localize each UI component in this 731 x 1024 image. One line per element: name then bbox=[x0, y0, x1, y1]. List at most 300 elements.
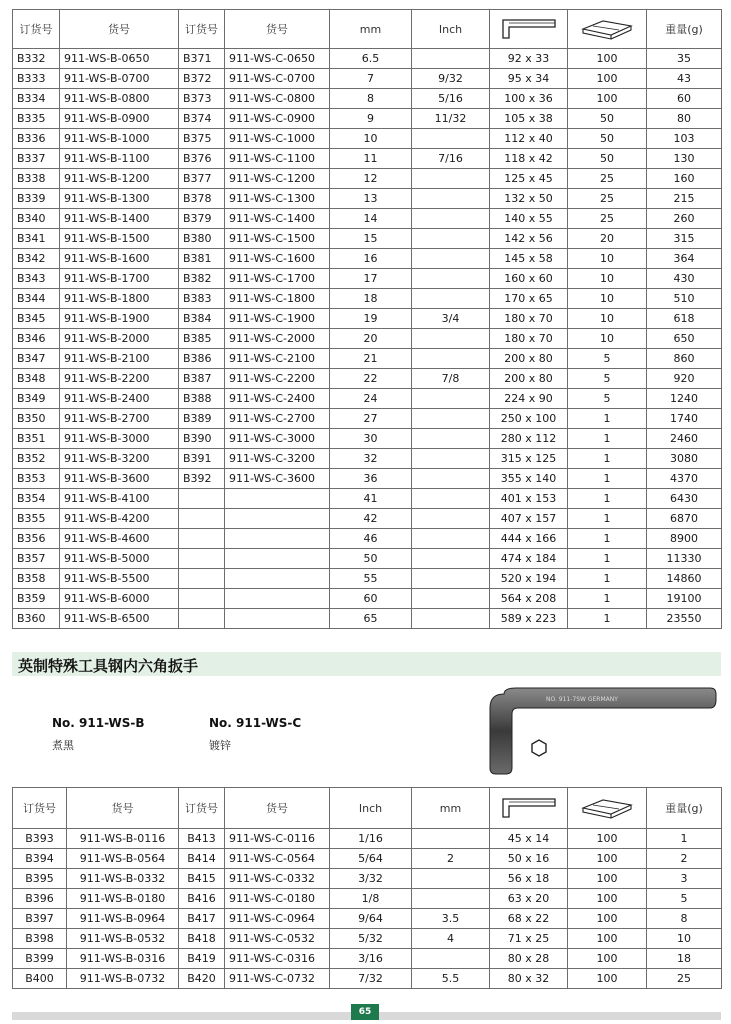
cell-weight: 430 bbox=[647, 269, 722, 289]
cell-item-no: 911-WS-C-0732 bbox=[225, 969, 330, 989]
cell-inch bbox=[412, 269, 490, 289]
cell-mm: 2 bbox=[412, 849, 490, 869]
cell-item-no: 911-WS-C-0964 bbox=[225, 909, 330, 929]
cell-order-no: B343 bbox=[13, 269, 60, 289]
table-row bbox=[13, 569, 722, 589]
cell-order-no: B380 bbox=[179, 229, 225, 249]
cell-item-no bbox=[225, 509, 330, 529]
cell-order-no: B342 bbox=[13, 249, 60, 269]
table-row bbox=[13, 509, 722, 529]
cell-size: 132 x 50 bbox=[490, 189, 568, 209]
model-b-label: No. 911-WS-B bbox=[52, 716, 145, 730]
cell-weight: 14860 bbox=[647, 569, 722, 589]
table-row bbox=[13, 349, 722, 369]
cell-pack: 50 bbox=[568, 109, 647, 129]
cell-weight: 618 bbox=[647, 309, 722, 329]
page-number: 65 bbox=[351, 1004, 379, 1020]
cell-order-no: B398 bbox=[13, 929, 67, 949]
cell-mm: 19 bbox=[330, 309, 412, 329]
cell-pack: 5 bbox=[568, 369, 647, 389]
cell-order-no: B379 bbox=[179, 209, 225, 229]
table-row bbox=[13, 829, 722, 849]
cell-pack: 5 bbox=[568, 389, 647, 409]
cell-mm bbox=[412, 829, 490, 849]
cell-item-no: 911-WS-C-1400 bbox=[225, 209, 330, 229]
cell-item-no: 911-WS-B-0900 bbox=[60, 109, 179, 129]
cell-order-no: B334 bbox=[13, 89, 60, 109]
table-row bbox=[13, 89, 722, 109]
cell-order-no: B351 bbox=[13, 429, 60, 449]
cell-item-no: 911-WS-C-0900 bbox=[225, 109, 330, 129]
cell-mm: 17 bbox=[330, 269, 412, 289]
cell-order-no bbox=[179, 609, 225, 629]
cell-order-no: B373 bbox=[179, 89, 225, 109]
cell-item-no: 911-WS-B-0332 bbox=[67, 869, 179, 889]
cell-mm: 55 bbox=[330, 569, 412, 589]
cell-weight: 18 bbox=[647, 949, 722, 969]
cell-item-no: 911-WS-B-0964 bbox=[67, 909, 179, 929]
cell-item-no: 911-WS-B-2200 bbox=[60, 369, 179, 389]
cell-order-no: B336 bbox=[13, 129, 60, 149]
hex-key-size-icon bbox=[497, 17, 561, 41]
table-row bbox=[13, 589, 722, 609]
col-size bbox=[490, 788, 568, 829]
product-engraving: NO. 911-7SW GERMANY bbox=[546, 696, 618, 703]
cell-pack: 10 bbox=[568, 249, 647, 269]
cell-order-no: B372 bbox=[179, 69, 225, 89]
cell-order-no: B359 bbox=[13, 589, 60, 609]
cell-item-no: 911-WS-B-5500 bbox=[60, 569, 179, 589]
cell-item-no: 911-WS-B-4100 bbox=[60, 489, 179, 509]
cell-item-no: 911-WS-B-1600 bbox=[60, 249, 179, 269]
cell-size: 100 x 36 bbox=[490, 89, 568, 109]
cell-inch: 7/16 bbox=[412, 149, 490, 169]
cell-order-no: B339 bbox=[13, 189, 60, 209]
cell-pack: 1 bbox=[568, 509, 647, 529]
cell-inch bbox=[412, 449, 490, 469]
cell-item-no: 911-WS-C-1900 bbox=[225, 309, 330, 329]
cell-size: 80 x 32 bbox=[490, 969, 568, 989]
col-size bbox=[490, 10, 568, 49]
cell-size: 180 x 70 bbox=[490, 309, 568, 329]
cell-order-no: B383 bbox=[179, 289, 225, 309]
cell-item-no bbox=[225, 549, 330, 569]
cell-order-no: B415 bbox=[179, 869, 225, 889]
cell-inch bbox=[412, 229, 490, 249]
cell-weight: 1240 bbox=[647, 389, 722, 409]
table-header-row bbox=[13, 10, 722, 49]
cell-order-no: B377 bbox=[179, 169, 225, 189]
cell-inch bbox=[412, 209, 490, 229]
cell-item-no: 911-WS-C-1100 bbox=[225, 149, 330, 169]
cell-mm: 41 bbox=[330, 489, 412, 509]
cell-order-no: B349 bbox=[13, 389, 60, 409]
cell-item-no: 911-WS-B-0532 bbox=[67, 929, 179, 949]
cell-order-no: B382 bbox=[179, 269, 225, 289]
col-order-no: 订货号 bbox=[13, 10, 60, 49]
table-row bbox=[13, 289, 722, 309]
cell-item-no: 911-WS-B-5000 bbox=[60, 549, 179, 569]
table-row bbox=[13, 429, 722, 449]
col-pack bbox=[568, 10, 647, 49]
table-row bbox=[13, 309, 722, 329]
cell-item-no: 911-WS-C-3200 bbox=[225, 449, 330, 469]
section-title: 英制特殊工具钢内六角扳手 bbox=[18, 657, 199, 675]
cell-item-no: 911-WS-B-0732 bbox=[67, 969, 179, 989]
cell-item-no: 911-WS-C-1200 bbox=[225, 169, 330, 189]
cell-item-no bbox=[225, 609, 330, 629]
cell-size: 444 x 166 bbox=[490, 529, 568, 549]
cell-order-no: B358 bbox=[13, 569, 60, 589]
cell-pack: 1 bbox=[568, 589, 647, 609]
cell-item-no: 911-WS-C-0700 bbox=[225, 69, 330, 89]
cell-mm: 10 bbox=[330, 129, 412, 149]
cell-item-no: 911-WS-B-1500 bbox=[60, 229, 179, 249]
package-box-icon bbox=[579, 796, 635, 820]
model-c-label: No. 911-WS-C bbox=[209, 716, 302, 730]
cell-pack: 50 bbox=[568, 129, 647, 149]
hex-key-product-image bbox=[486, 682, 718, 778]
table-row bbox=[13, 929, 722, 949]
cell-mm: 65 bbox=[330, 609, 412, 629]
cell-pack: 10 bbox=[568, 329, 647, 349]
cell-inch bbox=[412, 549, 490, 569]
cell-pack: 1 bbox=[568, 549, 647, 569]
cell-weight: 5 bbox=[647, 889, 722, 909]
cell-item-no: 911-WS-C-1600 bbox=[225, 249, 330, 269]
table-row bbox=[13, 449, 722, 469]
cell-pack: 100 bbox=[568, 849, 647, 869]
cell-item-no: 911-WS-C-2400 bbox=[225, 389, 330, 409]
cell-order-no: B374 bbox=[179, 109, 225, 129]
cell-item-no bbox=[225, 489, 330, 509]
table-row bbox=[13, 369, 722, 389]
cell-size: 180 x 70 bbox=[490, 329, 568, 349]
cell-mm: 18 bbox=[330, 289, 412, 309]
cell-mm: 11 bbox=[330, 149, 412, 169]
cell-weight: 2460 bbox=[647, 429, 722, 449]
cell-mm: 27 bbox=[330, 409, 412, 429]
col-weight: 重量(g) bbox=[647, 788, 722, 829]
cell-item-no: 911-WS-B-0700 bbox=[60, 69, 179, 89]
cell-item-no bbox=[225, 589, 330, 609]
table-row bbox=[13, 269, 722, 289]
cell-item-no: 911-WS-B-1900 bbox=[60, 309, 179, 329]
table-row bbox=[13, 489, 722, 509]
section-banner bbox=[12, 652, 721, 676]
cell-inch bbox=[412, 409, 490, 429]
package-box-icon bbox=[579, 17, 635, 41]
cell-mm: 4 bbox=[412, 929, 490, 949]
table-row bbox=[13, 889, 722, 909]
cell-order-no bbox=[179, 569, 225, 589]
cell-order-no: B350 bbox=[13, 409, 60, 429]
table-row bbox=[13, 109, 722, 129]
cell-order-no: B371 bbox=[179, 49, 225, 69]
cell-size: 140 x 55 bbox=[490, 209, 568, 229]
cell-inch bbox=[412, 589, 490, 609]
cell-order-no: B390 bbox=[179, 429, 225, 449]
cell-pack: 100 bbox=[568, 69, 647, 89]
table-row bbox=[13, 409, 722, 429]
cell-weight: 43 bbox=[647, 69, 722, 89]
cell-order-no: B419 bbox=[179, 949, 225, 969]
cell-inch bbox=[412, 429, 490, 449]
cell-size: 125 x 45 bbox=[490, 169, 568, 189]
cell-order-no: B417 bbox=[179, 909, 225, 929]
cell-order-no: B397 bbox=[13, 909, 67, 929]
cell-inch bbox=[412, 129, 490, 149]
table-row bbox=[13, 329, 722, 349]
cell-weight: 3080 bbox=[647, 449, 722, 469]
cell-inch bbox=[412, 189, 490, 209]
cell-weight: 35 bbox=[647, 49, 722, 69]
table-row bbox=[13, 209, 722, 229]
cell-order-no: B352 bbox=[13, 449, 60, 469]
cell-item-no: 911-WS-B-2000 bbox=[60, 329, 179, 349]
cell-pack: 1 bbox=[568, 609, 647, 629]
col-inch: Inch bbox=[330, 788, 412, 829]
cell-order-no: B414 bbox=[179, 849, 225, 869]
col-item-no: 货号 bbox=[60, 10, 179, 49]
cell-mm: 36 bbox=[330, 469, 412, 489]
cell-order-no bbox=[179, 529, 225, 549]
cell-weight: 4370 bbox=[647, 469, 722, 489]
cell-pack: 1 bbox=[568, 489, 647, 509]
cell-pack: 10 bbox=[568, 289, 647, 309]
cell-inch bbox=[412, 609, 490, 629]
cell-order-no: B333 bbox=[13, 69, 60, 89]
cell-inch: 5/32 bbox=[330, 929, 412, 949]
cell-item-no: 911-WS-B-3200 bbox=[60, 449, 179, 469]
cell-order-no: B400 bbox=[13, 969, 67, 989]
cell-item-no: 911-WS-C-0316 bbox=[225, 949, 330, 969]
cell-size: 355 x 140 bbox=[490, 469, 568, 489]
cell-weight: 103 bbox=[647, 129, 722, 149]
cell-inch: 5/64 bbox=[330, 849, 412, 869]
cell-inch bbox=[412, 289, 490, 309]
cell-pack: 100 bbox=[568, 889, 647, 909]
col-order-no: 订货号 bbox=[179, 10, 225, 49]
cell-item-no: 911-WS-C-1800 bbox=[225, 289, 330, 309]
cell-order-no: B381 bbox=[179, 249, 225, 269]
cell-order-no: B418 bbox=[179, 929, 225, 949]
cell-mm: 20 bbox=[330, 329, 412, 349]
cell-item-no: 911-WS-B-1300 bbox=[60, 189, 179, 209]
cell-item-no: 911-WS-B-6000 bbox=[60, 589, 179, 609]
cell-size: 71 x 25 bbox=[490, 929, 568, 949]
cell-order-no: B386 bbox=[179, 349, 225, 369]
cell-inch bbox=[412, 329, 490, 349]
cell-item-no: 911-WS-B-0116 bbox=[67, 829, 179, 849]
cell-mm: 6.5 bbox=[330, 49, 412, 69]
cell-pack: 50 bbox=[568, 149, 647, 169]
cell-item-no bbox=[225, 569, 330, 589]
cell-item-no: 911-WS-B-2700 bbox=[60, 409, 179, 429]
cell-inch: 1/8 bbox=[330, 889, 412, 909]
cell-size: 200 x 80 bbox=[490, 349, 568, 369]
cell-weight: 1740 bbox=[647, 409, 722, 429]
cell-order-no: B395 bbox=[13, 869, 67, 889]
cell-item-no: 911-WS-B-0316 bbox=[67, 949, 179, 969]
col-inch: Inch bbox=[412, 10, 490, 49]
cell-pack: 100 bbox=[568, 829, 647, 849]
cell-inch bbox=[412, 469, 490, 489]
cell-pack: 100 bbox=[568, 49, 647, 69]
cell-size: 105 x 38 bbox=[490, 109, 568, 129]
cell-inch: 1/16 bbox=[330, 829, 412, 849]
cell-order-no: B389 bbox=[179, 409, 225, 429]
cell-size: 474 x 184 bbox=[490, 549, 568, 569]
cell-order-no: B357 bbox=[13, 549, 60, 569]
table-row bbox=[13, 389, 722, 409]
cell-item-no: 911-WS-C-2200 bbox=[225, 369, 330, 389]
cell-weight: 6870 bbox=[647, 509, 722, 529]
cell-item-no: 911-WS-B-1100 bbox=[60, 149, 179, 169]
cell-inch: 11/32 bbox=[412, 109, 490, 129]
cell-pack: 1 bbox=[568, 469, 647, 489]
col-item-no: 货号 bbox=[225, 788, 330, 829]
cell-weight: 3 bbox=[647, 869, 722, 889]
cell-item-no: 911-WS-B-0650 bbox=[60, 49, 179, 69]
cell-weight: 8 bbox=[647, 909, 722, 929]
cell-pack: 1 bbox=[568, 409, 647, 429]
cell-order-no: B384 bbox=[179, 309, 225, 329]
cell-inch: 9/64 bbox=[330, 909, 412, 929]
cell-weight: 260 bbox=[647, 209, 722, 229]
cell-weight: 1 bbox=[647, 829, 722, 849]
cell-item-no: 911-WS-C-0332 bbox=[225, 869, 330, 889]
cell-inch bbox=[412, 509, 490, 529]
cell-pack: 25 bbox=[568, 209, 647, 229]
cell-size: 589 x 223 bbox=[490, 609, 568, 629]
cell-inch: 3/4 bbox=[412, 309, 490, 329]
cell-size: 142 x 56 bbox=[490, 229, 568, 249]
cell-size: 95 x 34 bbox=[490, 69, 568, 89]
cell-weight: 11330 bbox=[647, 549, 722, 569]
table-header-row bbox=[13, 788, 722, 829]
inch-spec-table bbox=[12, 787, 722, 989]
cell-item-no: 911-WS-B-1200 bbox=[60, 169, 179, 189]
cell-inch bbox=[412, 349, 490, 369]
cell-size: 45 x 14 bbox=[490, 829, 568, 849]
cell-item-no: 911-WS-B-0564 bbox=[67, 849, 179, 869]
cell-mm bbox=[412, 889, 490, 909]
cell-pack: 10 bbox=[568, 309, 647, 329]
cell-item-no: 911-WS-B-1000 bbox=[60, 129, 179, 149]
cell-order-no: B354 bbox=[13, 489, 60, 509]
table-row bbox=[13, 949, 722, 969]
cell-item-no: 911-WS-C-1300 bbox=[225, 189, 330, 209]
cell-size: 401 x 153 bbox=[490, 489, 568, 509]
cell-inch: 7/32 bbox=[330, 969, 412, 989]
cell-item-no: 911-WS-B-3000 bbox=[60, 429, 179, 449]
cell-order-no: B385 bbox=[179, 329, 225, 349]
cell-order-no: B393 bbox=[13, 829, 67, 849]
cell-inch: 7/8 bbox=[412, 369, 490, 389]
cell-order-no: B340 bbox=[13, 209, 60, 229]
cell-item-no: 911-WS-B-1400 bbox=[60, 209, 179, 229]
cell-mm: 46 bbox=[330, 529, 412, 549]
cell-order-no: B337 bbox=[13, 149, 60, 169]
cell-size: 200 x 80 bbox=[490, 369, 568, 389]
cell-size: 56 x 18 bbox=[490, 869, 568, 889]
cell-pack: 25 bbox=[568, 189, 647, 209]
cell-order-no bbox=[179, 589, 225, 609]
table-row bbox=[13, 189, 722, 209]
cell-size: 92 x 33 bbox=[490, 49, 568, 69]
cell-inch bbox=[412, 489, 490, 509]
cell-order-no: B396 bbox=[13, 889, 67, 909]
cell-inch bbox=[412, 169, 490, 189]
col-order-no: 订货号 bbox=[179, 788, 225, 829]
cell-weight: 19100 bbox=[647, 589, 722, 609]
cell-item-no: 911-WS-B-4200 bbox=[60, 509, 179, 529]
cell-size: 407 x 157 bbox=[490, 509, 568, 529]
cell-item-no: 911-WS-C-0800 bbox=[225, 89, 330, 109]
cell-pack: 25 bbox=[568, 169, 647, 189]
cell-weight: 8900 bbox=[647, 529, 722, 549]
cell-item-no: 911-WS-C-1700 bbox=[225, 269, 330, 289]
cell-item-no: 911-WS-B-6500 bbox=[60, 609, 179, 629]
cell-item-no: 911-WS-C-0180 bbox=[225, 889, 330, 909]
cell-pack: 100 bbox=[568, 929, 647, 949]
cell-size: 50 x 16 bbox=[490, 849, 568, 869]
cell-item-no: 911-WS-C-1500 bbox=[225, 229, 330, 249]
cell-order-no: B360 bbox=[13, 609, 60, 629]
cell-weight: 215 bbox=[647, 189, 722, 209]
table-row bbox=[13, 149, 722, 169]
cell-item-no: 911-WS-B-4600 bbox=[60, 529, 179, 549]
cell-item-no: 911-WS-B-3600 bbox=[60, 469, 179, 489]
cell-weight: 25 bbox=[647, 969, 722, 989]
cell-order-no bbox=[179, 549, 225, 569]
cell-pack: 100 bbox=[568, 949, 647, 969]
cell-weight: 2 bbox=[647, 849, 722, 869]
cell-mm: 8 bbox=[330, 89, 412, 109]
cell-item-no: 911-WS-C-0650 bbox=[225, 49, 330, 69]
table-row bbox=[13, 609, 722, 629]
cell-pack: 100 bbox=[568, 969, 647, 989]
cell-size: 315 x 125 bbox=[490, 449, 568, 469]
cell-size: 80 x 28 bbox=[490, 949, 568, 969]
cell-mm: 50 bbox=[330, 549, 412, 569]
col-mm: mm bbox=[330, 10, 412, 49]
cell-mm: 24 bbox=[330, 389, 412, 409]
cell-mm bbox=[412, 949, 490, 969]
cell-mm: 9 bbox=[330, 109, 412, 129]
cell-mm: 60 bbox=[330, 589, 412, 609]
cell-item-no: 911-WS-C-2100 bbox=[225, 349, 330, 369]
table-row bbox=[13, 469, 722, 489]
cell-pack: 100 bbox=[568, 89, 647, 109]
cell-pack: 5 bbox=[568, 349, 647, 369]
cell-size: 250 x 100 bbox=[490, 409, 568, 429]
cell-item-no: 911-WS-C-0564 bbox=[225, 849, 330, 869]
col-order-no: 订货号 bbox=[13, 788, 67, 829]
cell-item-no: 911-WS-B-1800 bbox=[60, 289, 179, 309]
cell-order-no: B375 bbox=[179, 129, 225, 149]
cell-order-no bbox=[179, 489, 225, 509]
cell-mm: 12 bbox=[330, 169, 412, 189]
cell-mm bbox=[412, 869, 490, 889]
cell-order-no: B335 bbox=[13, 109, 60, 129]
cell-item-no: 911-WS-C-2000 bbox=[225, 329, 330, 349]
cell-size: 564 x 208 bbox=[490, 589, 568, 609]
cell-weight: 860 bbox=[647, 349, 722, 369]
cell-order-no: B399 bbox=[13, 949, 67, 969]
cell-mm: 32 bbox=[330, 449, 412, 469]
